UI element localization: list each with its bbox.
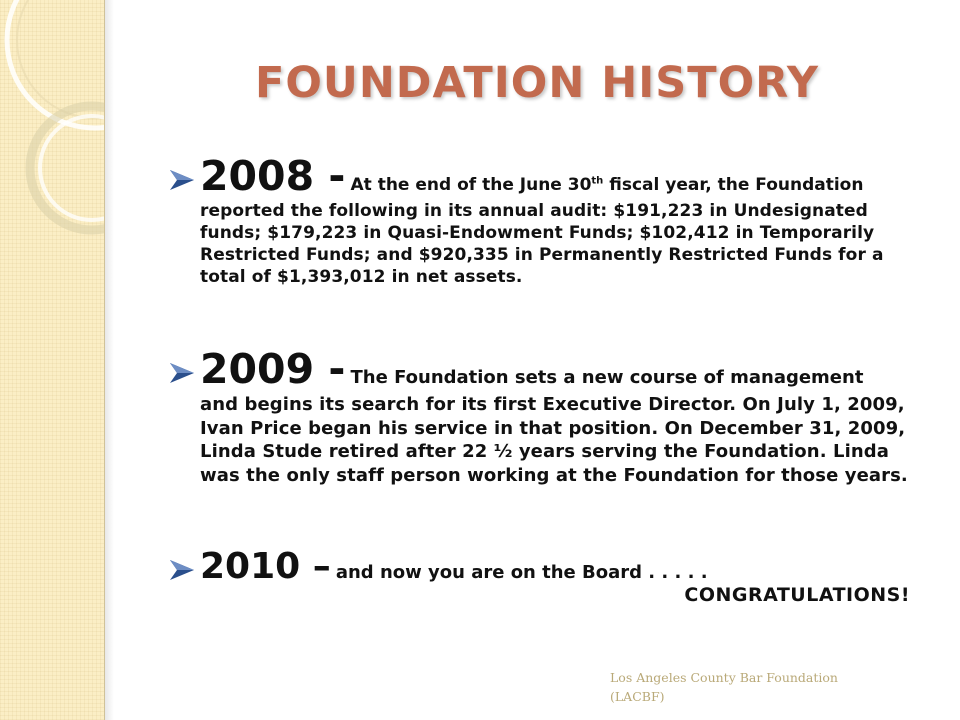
item-text [200,152,930,288]
side-decoration-panel [0,0,105,720]
slide-title: FOUNDATION HISTORY [254,58,820,108]
item-description: reported the following in its annual audit: $191,223 in Undesignated funds; $179,223 in Quasi-Endowment Funds; $102,412 in Temporarily Restricted Funds; and $920,335 in Permanently Restricted Funds for a total of $1,393,012 in net assets. [200,201,884,287]
item-text [200,345,930,487]
item-lead-superscript: th [591,175,604,187]
footer-line-1: Los Angeles County Bar Foundation [610,670,838,685]
history-item-2010 [170,546,930,587]
congratulations-text: CONGRATULATIONS! [684,584,910,606]
history-item-2008 [170,152,930,288]
item-year: 2008 - [200,152,346,200]
item-description: and begins its search for its first Executive Director. On July 1, 2009, Ivan Price began his service in that position. On December 31, 2009, Linda Stude retired after 22 ½ years serving the Foundation. Linda was the only staff person working at the Foundation for those years. [200,394,908,486]
bullet-arrow-icon [168,168,196,192]
item-lead: The Foundation sets a new course of management [350,367,864,388]
side-panel-shadow [104,0,114,720]
decorative-circles [0,0,104,720]
footer-organization [610,668,870,706]
item-lead [351,175,864,195]
bullet-arrow-icon [168,361,196,385]
item-year: 2009 - [200,345,346,393]
item-text [200,546,930,587]
bullet-arrow-icon [168,558,196,582]
item-lead-text: At the end of the June 30 [350,175,592,195]
item-year: 2010 – [200,546,331,587]
history-item-2009 [170,345,930,487]
item-lead-text-continued: fiscal year, the Foundation [603,175,864,195]
footer-line-2: (LACBF) [610,689,665,704]
item-lead: and now you are on the Board . . . . . [335,562,708,583]
